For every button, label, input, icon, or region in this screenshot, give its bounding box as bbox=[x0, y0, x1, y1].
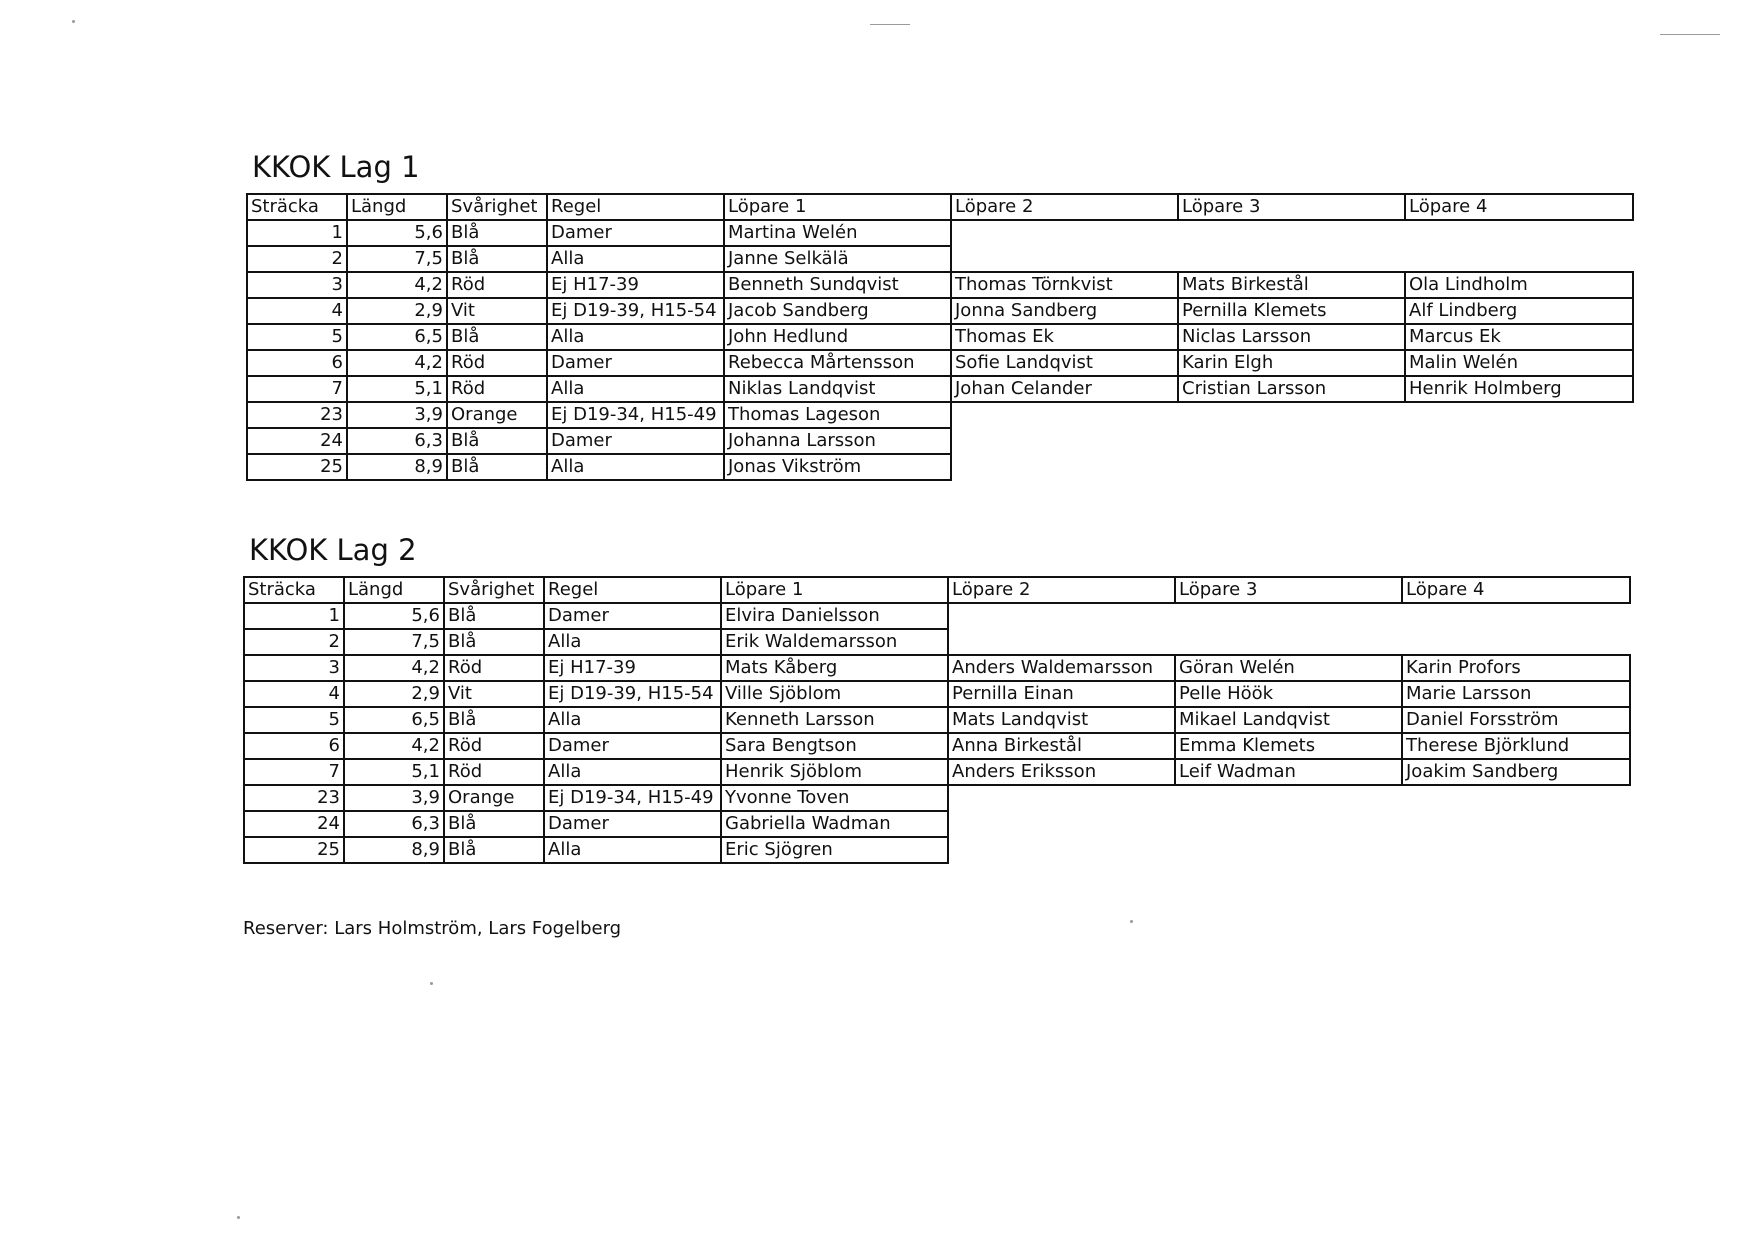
cell-difficulty: Blå bbox=[447, 428, 547, 454]
cell-leg: 7 bbox=[247, 376, 347, 402]
cell-runner-4: Joakim Sandberg bbox=[1402, 759, 1630, 785]
cell-rule: Alla bbox=[544, 837, 721, 863]
header-runner-2: Löpare 2 bbox=[948, 577, 1175, 603]
empty-cell bbox=[1402, 629, 1630, 655]
cell-runner-4: Marie Larsson bbox=[1402, 681, 1630, 707]
cell-runner-1: John Hedlund bbox=[724, 324, 951, 350]
cell-runner-4: Alf Lindberg bbox=[1405, 298, 1633, 324]
table-row bbox=[244, 681, 1630, 707]
cell-runner-2: Anna Birkestål bbox=[948, 733, 1175, 759]
cell-rule: Damer bbox=[547, 428, 724, 454]
cell-difficulty: Blå bbox=[444, 707, 544, 733]
empty-cell bbox=[1405, 246, 1633, 272]
cell-leg: 24 bbox=[247, 428, 347, 454]
cell-length: 2,9 bbox=[344, 681, 444, 707]
cell-rule: Alla bbox=[547, 246, 724, 272]
header-runner-1: Löpare 1 bbox=[724, 194, 951, 220]
empty-cell bbox=[1175, 811, 1402, 837]
empty-cell bbox=[951, 246, 1178, 272]
empty-cell bbox=[951, 454, 1178, 480]
header-runner-3: Löpare 3 bbox=[1175, 577, 1402, 603]
cell-leg: 2 bbox=[247, 246, 347, 272]
cell-leg: 3 bbox=[247, 272, 347, 298]
cell-difficulty: Blå bbox=[447, 220, 547, 246]
empty-cell bbox=[1405, 220, 1633, 246]
table-row bbox=[244, 759, 1630, 785]
cell-rule: Alla bbox=[547, 454, 724, 480]
cell-runner-3: Göran Welén bbox=[1175, 655, 1402, 681]
cell-length: 5,1 bbox=[347, 376, 447, 402]
cell-runner-2: Johan Celander bbox=[951, 376, 1178, 402]
cell-leg: 1 bbox=[247, 220, 347, 246]
cell-length: 5,6 bbox=[344, 603, 444, 629]
empty-cell bbox=[948, 811, 1175, 837]
empty-cell bbox=[1178, 220, 1405, 246]
header-length: Längd bbox=[344, 577, 444, 603]
team-title: KKOK Lag 2 bbox=[249, 533, 417, 567]
cell-runner-1: Elvira Danielsson bbox=[721, 603, 948, 629]
table-row bbox=[247, 324, 1633, 350]
header-difficulty: Svårighet bbox=[447, 194, 547, 220]
cell-runner-3: Cristian Larsson bbox=[1178, 376, 1405, 402]
cell-runner-1: Henrik Sjöblom bbox=[721, 759, 948, 785]
header-runner-3: Löpare 3 bbox=[1178, 194, 1405, 220]
cell-length: 2,9 bbox=[347, 298, 447, 324]
cell-rule: Damer bbox=[544, 811, 721, 837]
cell-length: 6,5 bbox=[347, 324, 447, 350]
cell-rule: Alla bbox=[544, 759, 721, 785]
cell-difficulty: Röd bbox=[444, 655, 544, 681]
empty-cell bbox=[1175, 785, 1402, 811]
cell-rule: Alla bbox=[544, 629, 721, 655]
roster-table bbox=[246, 193, 1634, 481]
cell-difficulty: Röd bbox=[444, 759, 544, 785]
cell-runner-2: Thomas Törnkvist bbox=[951, 272, 1178, 298]
cell-difficulty: Röd bbox=[447, 350, 547, 376]
cell-runner-3: Leif Wadman bbox=[1175, 759, 1402, 785]
cell-length: 4,2 bbox=[344, 655, 444, 681]
cell-runner-3: Pelle Höök bbox=[1175, 681, 1402, 707]
cell-runner-1: Jacob Sandberg bbox=[724, 298, 951, 324]
empty-cell bbox=[951, 428, 1178, 454]
table-row bbox=[244, 811, 1630, 837]
cell-runner-4: Therese Björklund bbox=[1402, 733, 1630, 759]
cell-rule: Ej D19-34, H15-49 bbox=[544, 785, 721, 811]
table-row bbox=[247, 298, 1633, 324]
cell-runner-2: Thomas Ek bbox=[951, 324, 1178, 350]
cell-difficulty: Blå bbox=[447, 454, 547, 480]
cell-rule: Ej D19-34, H15-49 bbox=[547, 402, 724, 428]
table-row bbox=[244, 629, 1630, 655]
empty-cell bbox=[1402, 837, 1630, 863]
cell-length: 3,9 bbox=[347, 402, 447, 428]
cell-runner-1: Johanna Larsson bbox=[724, 428, 951, 454]
cell-runner-3: Mikael Landqvist bbox=[1175, 707, 1402, 733]
header-runner-1: Löpare 1 bbox=[721, 577, 948, 603]
empty-cell bbox=[1178, 428, 1405, 454]
cell-length: 3,9 bbox=[344, 785, 444, 811]
header-rule: Regel bbox=[544, 577, 721, 603]
cell-runner-2: Anders Waldemarsson bbox=[948, 655, 1175, 681]
cell-runner-1: Erik Waldemarsson bbox=[721, 629, 948, 655]
table-row bbox=[244, 733, 1630, 759]
cell-leg: 6 bbox=[247, 350, 347, 376]
empty-cell bbox=[1178, 402, 1405, 428]
empty-cell bbox=[948, 629, 1175, 655]
table-row bbox=[244, 785, 1630, 811]
empty-cell bbox=[1175, 603, 1402, 629]
table-row bbox=[244, 837, 1630, 863]
table-row bbox=[247, 246, 1633, 272]
empty-cell bbox=[1178, 246, 1405, 272]
team-title: KKOK Lag 1 bbox=[252, 150, 420, 184]
cell-length: 6,3 bbox=[344, 811, 444, 837]
empty-cell bbox=[1405, 454, 1633, 480]
cell-runner-1: Gabriella Wadman bbox=[721, 811, 948, 837]
cell-rule: Alla bbox=[544, 707, 721, 733]
cell-difficulty: Röd bbox=[447, 272, 547, 298]
empty-cell bbox=[948, 837, 1175, 863]
roster-table bbox=[243, 576, 1631, 864]
empty-cell bbox=[948, 603, 1175, 629]
cell-runner-4: Malin Welén bbox=[1405, 350, 1633, 376]
header-length: Längd bbox=[347, 194, 447, 220]
cell-length: 4,2 bbox=[347, 350, 447, 376]
empty-cell bbox=[951, 220, 1178, 246]
cell-rule: Damer bbox=[544, 603, 721, 629]
cell-runner-2: Sofie Landqvist bbox=[951, 350, 1178, 376]
empty-cell bbox=[1175, 629, 1402, 655]
cell-difficulty: Blå bbox=[447, 246, 547, 272]
empty-cell bbox=[1405, 402, 1633, 428]
cell-runner-1: Sara Bengtson bbox=[721, 733, 948, 759]
cell-difficulty: Orange bbox=[444, 785, 544, 811]
empty-cell bbox=[951, 402, 1178, 428]
cell-leg: 25 bbox=[244, 837, 344, 863]
cell-runner-1: Eric Sjögren bbox=[721, 837, 948, 863]
cell-runner-1: Ville Sjöblom bbox=[721, 681, 948, 707]
empty-cell bbox=[948, 785, 1175, 811]
empty-cell bbox=[1175, 837, 1402, 863]
scan-speck bbox=[870, 24, 910, 25]
cell-runner-3: Pernilla Klemets bbox=[1178, 298, 1405, 324]
cell-runner-4: Henrik Holmberg bbox=[1405, 376, 1633, 402]
cell-leg: 4 bbox=[247, 298, 347, 324]
cell-leg: 5 bbox=[244, 707, 344, 733]
cell-runner-4: Marcus Ek bbox=[1405, 324, 1633, 350]
cell-runner-1: Mats Kåberg bbox=[721, 655, 948, 681]
reserves-note: Reserver: Lars Holmström, Lars Fogelberg bbox=[243, 918, 622, 939]
cell-runner-1: Kenneth Larsson bbox=[721, 707, 948, 733]
cell-rule: Ej D19-39, H15-54 bbox=[547, 298, 724, 324]
header-rule: Regel bbox=[547, 194, 724, 220]
table-row bbox=[247, 376, 1633, 402]
header-leg: Sträcka bbox=[244, 577, 344, 603]
cell-runner-1: Janne Selkälä bbox=[724, 246, 951, 272]
cell-difficulty: Blå bbox=[444, 603, 544, 629]
cell-leg: 2 bbox=[244, 629, 344, 655]
cell-difficulty: Blå bbox=[444, 811, 544, 837]
cell-rule: Alla bbox=[547, 324, 724, 350]
cell-difficulty: Röd bbox=[444, 733, 544, 759]
scan-speck bbox=[237, 1216, 240, 1219]
cell-rule: Ej D19-39, H15-54 bbox=[544, 681, 721, 707]
table-row bbox=[247, 454, 1633, 480]
empty-cell bbox=[1178, 454, 1405, 480]
cell-length: 6,5 bbox=[344, 707, 444, 733]
cell-runner-3: Niclas Larsson bbox=[1178, 324, 1405, 350]
header-runner-4: Löpare 4 bbox=[1402, 577, 1630, 603]
cell-leg: 24 bbox=[244, 811, 344, 837]
cell-runner-2: Anders Eriksson bbox=[948, 759, 1175, 785]
cell-runner-1: Jonas Vikström bbox=[724, 454, 951, 480]
cell-runner-1: Thomas Lageson bbox=[724, 402, 951, 428]
header-runner-2: Löpare 2 bbox=[951, 194, 1178, 220]
cell-runner-2: Mats Landqvist bbox=[948, 707, 1175, 733]
cell-leg: 3 bbox=[244, 655, 344, 681]
cell-length: 8,9 bbox=[347, 454, 447, 480]
empty-cell bbox=[1402, 811, 1630, 837]
cell-runner-1: Yvonne Toven bbox=[721, 785, 948, 811]
cell-difficulty: Vit bbox=[444, 681, 544, 707]
cell-difficulty: Orange bbox=[447, 402, 547, 428]
table-row bbox=[244, 655, 1630, 681]
table-row bbox=[247, 272, 1633, 298]
table-row bbox=[247, 428, 1633, 454]
cell-difficulty: Blå bbox=[447, 324, 547, 350]
cell-difficulty: Vit bbox=[447, 298, 547, 324]
cell-leg: 23 bbox=[244, 785, 344, 811]
cell-runner-1: Benneth Sundqvist bbox=[724, 272, 951, 298]
cell-length: 7,5 bbox=[347, 246, 447, 272]
cell-runner-2: Jonna Sandberg bbox=[951, 298, 1178, 324]
cell-rule: Ej H17-39 bbox=[544, 655, 721, 681]
cell-length: 4,2 bbox=[347, 272, 447, 298]
cell-leg: 23 bbox=[247, 402, 347, 428]
cell-runner-2: Pernilla Einan bbox=[948, 681, 1175, 707]
cell-leg: 4 bbox=[244, 681, 344, 707]
table-row bbox=[247, 220, 1633, 246]
empty-cell bbox=[1402, 785, 1630, 811]
cell-leg: 6 bbox=[244, 733, 344, 759]
cell-length: 6,3 bbox=[347, 428, 447, 454]
cell-length: 8,9 bbox=[344, 837, 444, 863]
header-row bbox=[247, 194, 1633, 220]
cell-runner-3: Mats Birkestål bbox=[1178, 272, 1405, 298]
cell-runner-1: Rebecca Mårtensson bbox=[724, 350, 951, 376]
cell-leg: 25 bbox=[247, 454, 347, 480]
table-row bbox=[244, 707, 1630, 733]
cell-difficulty: Blå bbox=[444, 837, 544, 863]
cell-rule: Damer bbox=[547, 350, 724, 376]
cell-length: 5,6 bbox=[347, 220, 447, 246]
table-row bbox=[247, 350, 1633, 376]
cell-rule: Alla bbox=[547, 376, 724, 402]
cell-length: 7,5 bbox=[344, 629, 444, 655]
cell-rule: Ej H17-39 bbox=[547, 272, 724, 298]
cell-runner-1: Martina Welén bbox=[724, 220, 951, 246]
scan-speck bbox=[1130, 920, 1133, 923]
cell-rule: Damer bbox=[547, 220, 724, 246]
empty-cell bbox=[1405, 428, 1633, 454]
cell-leg: 1 bbox=[244, 603, 344, 629]
header-difficulty: Svårighet bbox=[444, 577, 544, 603]
table-row bbox=[244, 603, 1630, 629]
cell-leg: 5 bbox=[247, 324, 347, 350]
header-leg: Sträcka bbox=[247, 194, 347, 220]
cell-rule: Damer bbox=[544, 733, 721, 759]
cell-length: 4,2 bbox=[344, 733, 444, 759]
scan-speck bbox=[430, 982, 433, 985]
cell-runner-3: Emma Klemets bbox=[1175, 733, 1402, 759]
header-row bbox=[244, 577, 1630, 603]
cell-runner-4: Daniel Forsström bbox=[1402, 707, 1630, 733]
cell-runner-3: Karin Elgh bbox=[1178, 350, 1405, 376]
scan-speck bbox=[72, 20, 75, 23]
cell-difficulty: Röd bbox=[447, 376, 547, 402]
cell-leg: 7 bbox=[244, 759, 344, 785]
header-runner-4: Löpare 4 bbox=[1405, 194, 1633, 220]
scan-speck bbox=[1660, 34, 1720, 35]
cell-difficulty: Blå bbox=[444, 629, 544, 655]
cell-length: 5,1 bbox=[344, 759, 444, 785]
cell-runner-4: Ola Lindholm bbox=[1405, 272, 1633, 298]
table-row bbox=[247, 402, 1633, 428]
empty-cell bbox=[1402, 603, 1630, 629]
cell-runner-4: Karin Profors bbox=[1402, 655, 1630, 681]
cell-runner-1: Niklas Landqvist bbox=[724, 376, 951, 402]
